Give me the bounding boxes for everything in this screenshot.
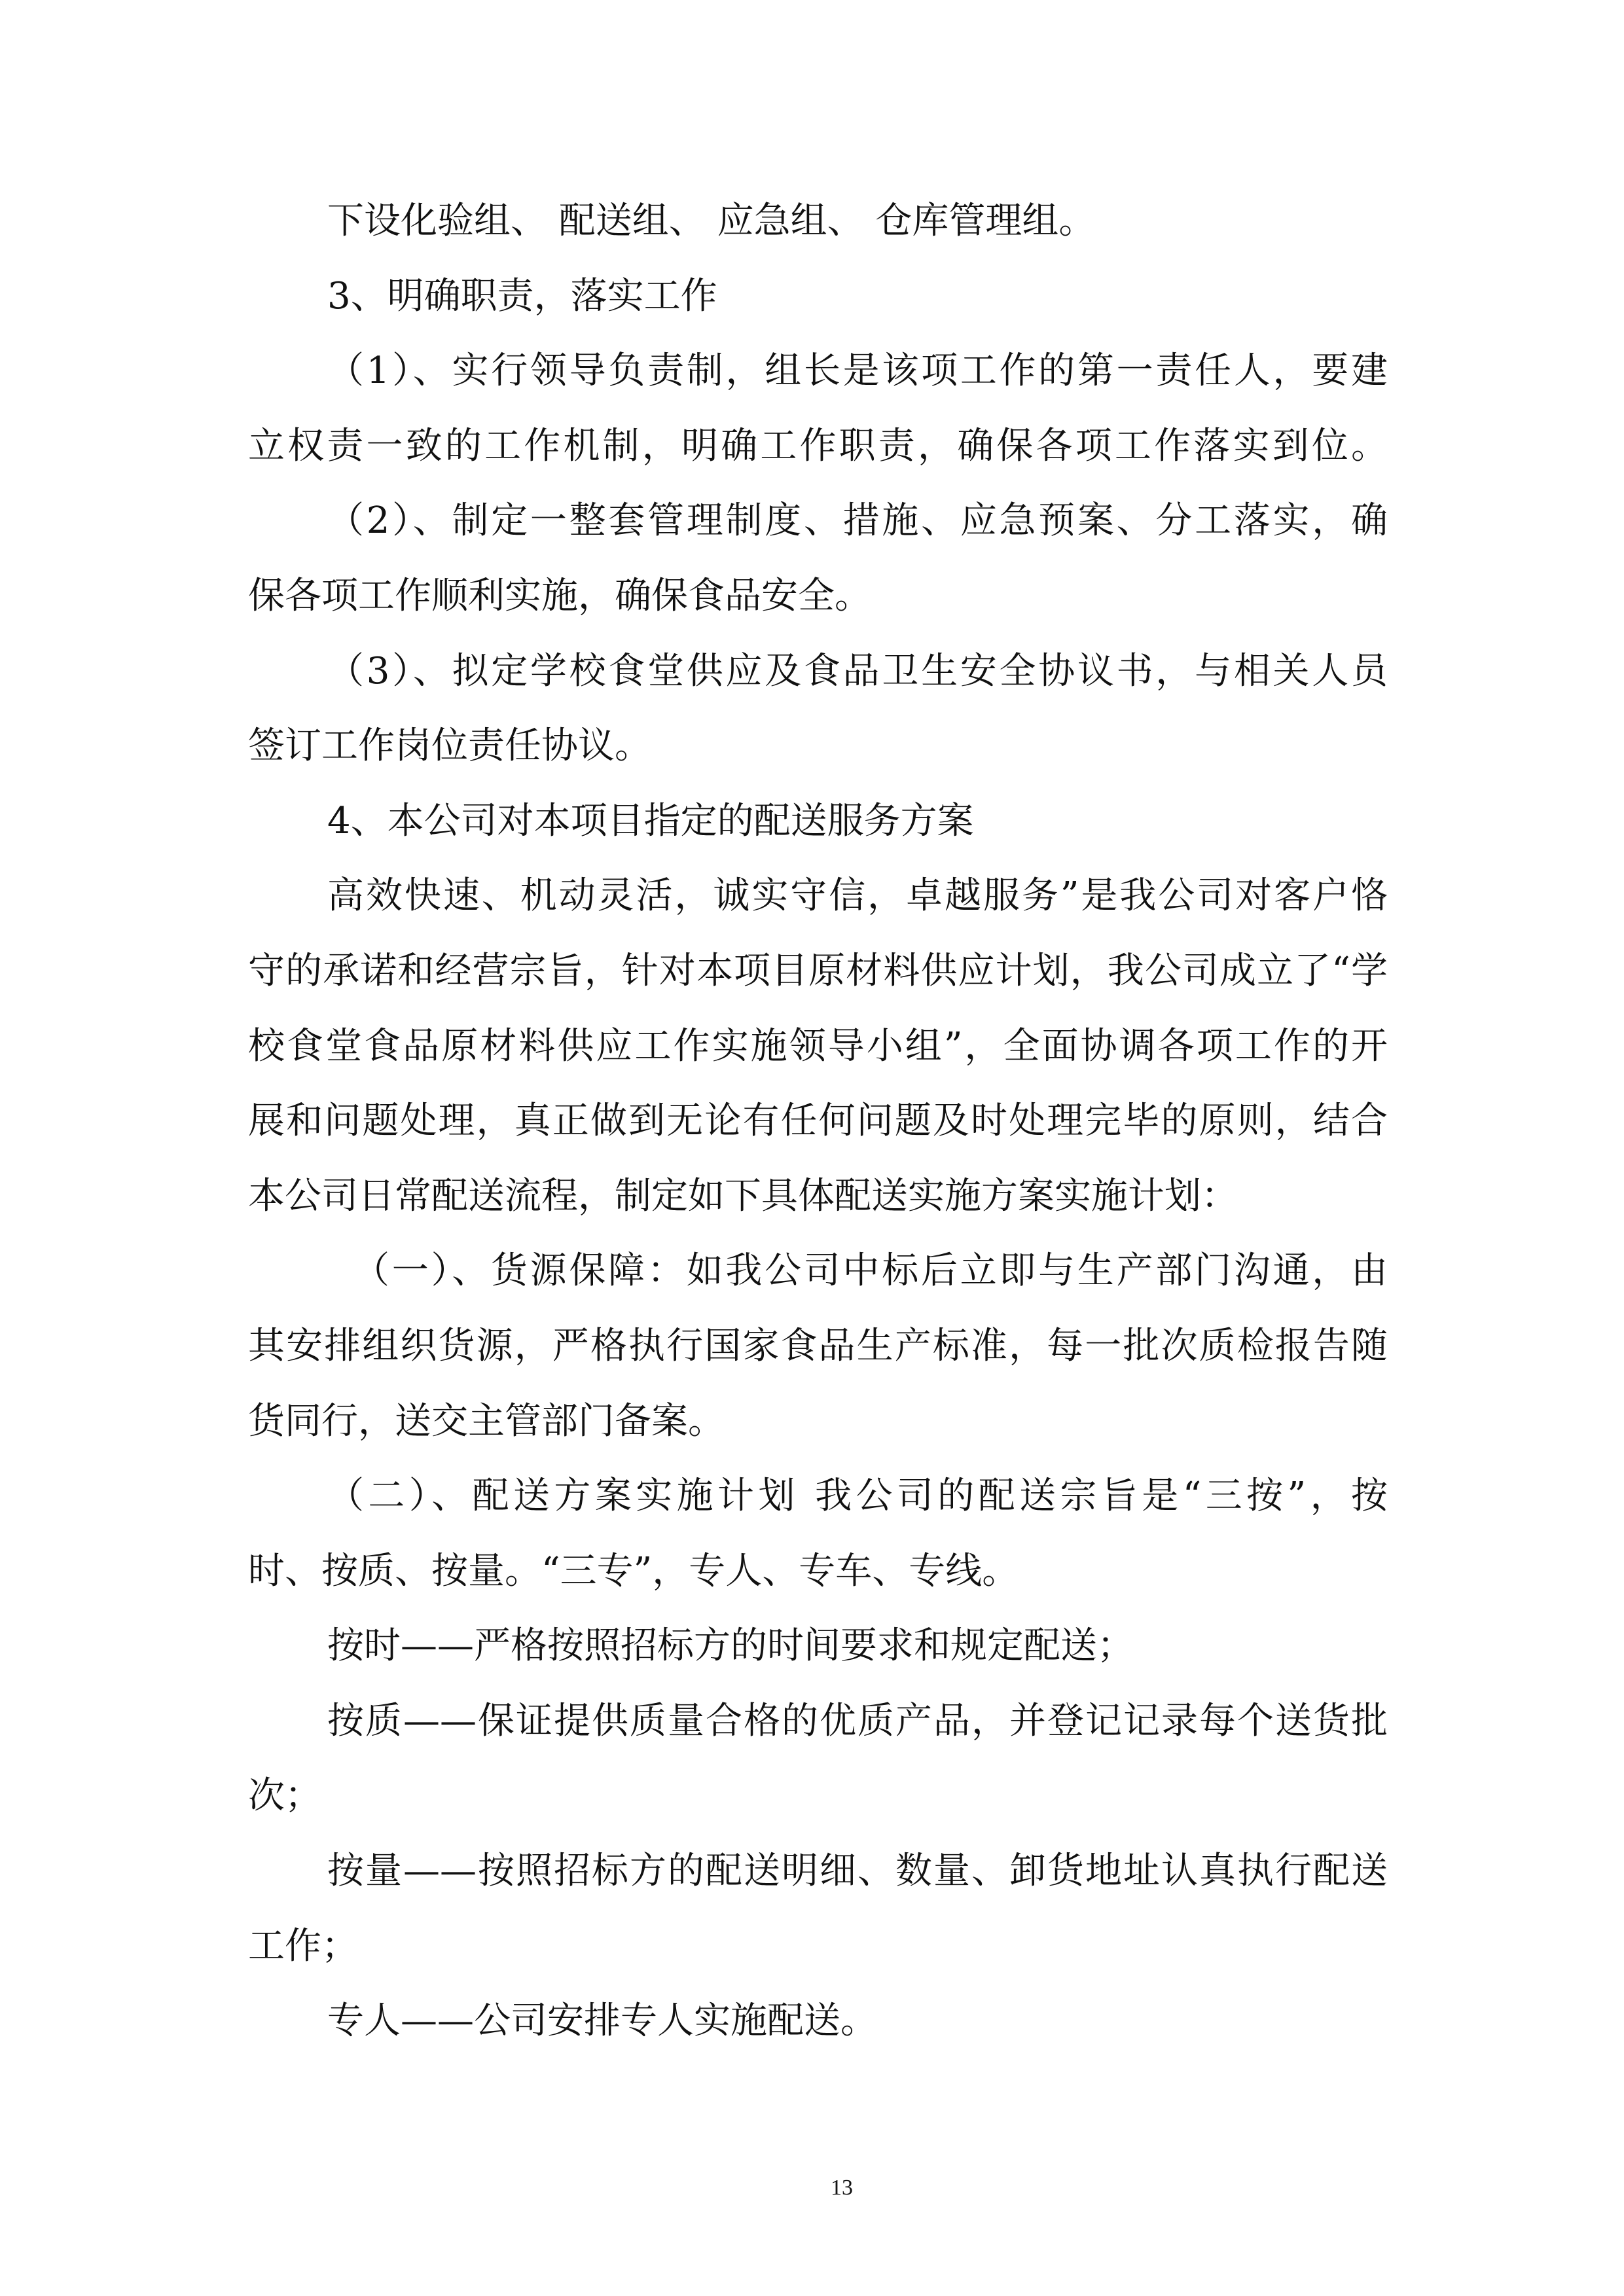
text-line: 保各项工作顺利实施，确保食品安全。: [248, 574, 871, 617]
body-text: [248, 184, 1388, 2059]
text-line: 次；: [248, 1774, 321, 1818]
text-line: 立权责一致的工作机制，明确工作职责，确保各项工作落实到位。: [248, 424, 1388, 467]
text-line: 时、按质、按量。“三专”，专人、专车、专线。: [248, 1549, 1019, 1592]
text-line: 签订工作岗位责任协议。: [248, 725, 651, 768]
text-line: （一）、货源保障：如我公司中标后立即与生产部门沟通，由: [353, 1249, 1388, 1293]
page-number: 13: [831, 2176, 853, 2200]
text-line: 按量——按照招标方的配送明细、数量、卸货地址认真执行配送: [327, 1850, 1388, 1893]
text-line: 其安排组织货源，严格执行国家食品生产标准，每一批次质检报告随: [248, 1324, 1388, 1367]
text-line: 工作；: [248, 1924, 358, 1967]
section-heading: 4、本公司对本项目指定的配送服务方案: [327, 799, 974, 842]
text-line: （1）、实行领导负责制，组长是该项工作的第一责任人，要建: [327, 350, 1388, 393]
section-heading: 3、明确职责，落实工作: [327, 274, 717, 317]
text-line: 专人——公司安排专人实施配送。: [327, 2000, 877, 2043]
text-line: 高效快速、机动灵活，诚实守信，卓越服务”是我公司对客户恪: [327, 874, 1388, 918]
text-line: 按时——严格按照招标方的时间要求和规定配送；: [327, 1624, 1134, 1668]
text-line: 校食堂食品原材料供应工作实施领导小组”，全面协调各项工作的开: [248, 1024, 1388, 1067]
text-line: 守的承诺和经营宗旨，针对本项目原材料供应计划，我公司成立了“学: [248, 949, 1388, 992]
text-line: （2）、制定一整套管理制度、措施、应急预案、分工落实，确: [327, 499, 1388, 543]
text-line: （二）、配送方案实施计划 我公司的配送宗旨是“三按”，按: [327, 1475, 1388, 1518]
text-line: 本公司日常配送流程，制定如下具体配送实施方案实施计划：: [248, 1174, 1238, 1217]
text-line: （3）、拟定学校食堂供应及食品卫生安全协议书，与相关人员: [327, 649, 1388, 692]
text-line: 按质——保证提供质量合格的优质产品，并登记记录每个送货批: [327, 1699, 1388, 1742]
text-line: 货同行，送交主管部门备案。: [248, 1399, 725, 1443]
text-line: 展和问题处理，真正做到无论有任何问题及时处理完毕的原则，结合: [248, 1100, 1388, 1143]
text-line: 下设化验组、 配送组、 应急组、 仓库管理组。: [327, 200, 1096, 242]
